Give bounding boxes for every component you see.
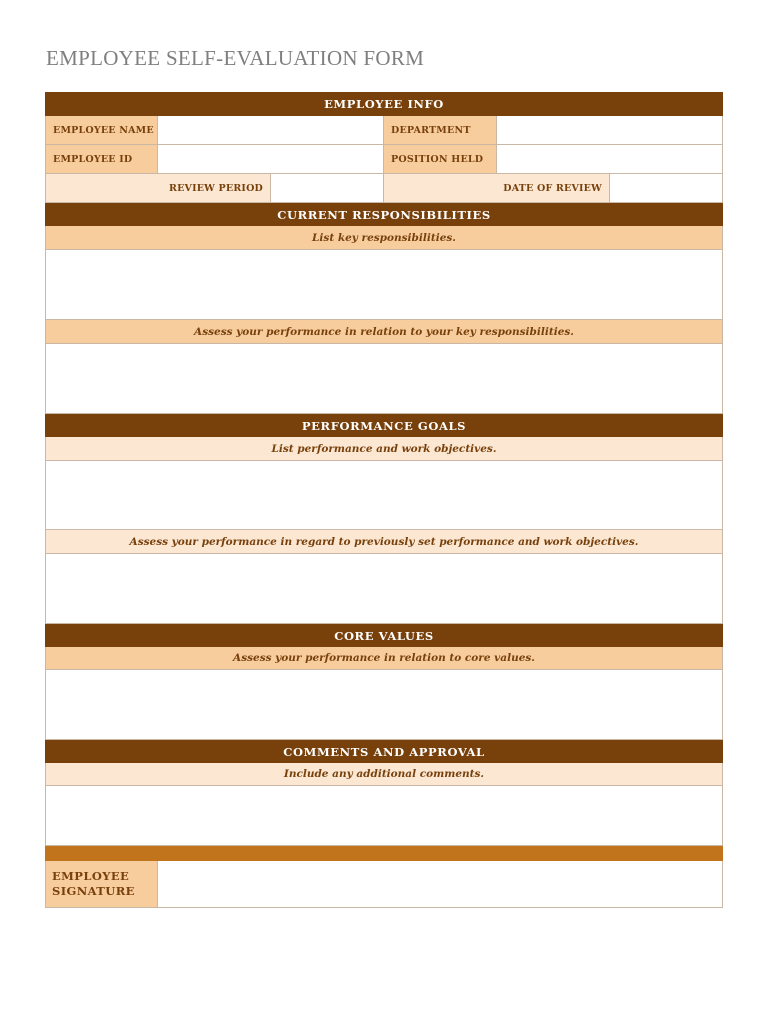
additional-comments-field[interactable] [45, 786, 723, 846]
date-of-review-label: DATE OF REVIEW [384, 174, 610, 203]
prompt-list-objectives: List performance and work objectives. [45, 437, 723, 461]
prompt-assess-core-values: Assess your performance in relation to core values. [45, 647, 723, 670]
employee-signature-field[interactable] [158, 861, 723, 908]
page-title: EMPLOYEE SELF-EVALUATION FORM [46, 46, 425, 70]
position-held-label: POSITION HELD [384, 145, 497, 174]
objectives-list-field[interactable] [45, 461, 723, 530]
section-header-performance-goals: PERFORMANCE GOALS [45, 414, 723, 437]
employee-name-field[interactable] [158, 116, 384, 145]
section-header-core-values: CORE VALUES [45, 624, 723, 647]
department-label: DEPARTMENT [384, 116, 497, 145]
employee-id-field[interactable] [158, 145, 384, 174]
prompt-additional-comments: Include any additional comments. [45, 763, 723, 786]
objectives-assessment-field[interactable] [45, 554, 723, 624]
responsibilities-assessment-field[interactable] [45, 344, 723, 414]
prompt-list-responsibilities: List key responsibilities. [45, 226, 723, 250]
review-period-label: REVIEW PERIOD [45, 174, 271, 203]
employee-info-row-1 [45, 116, 723, 145]
core-values-assessment-field[interactable] [45, 670, 723, 740]
position-held-field[interactable] [497, 145, 723, 174]
employee-id-label: EMPLOYEE ID [45, 145, 158, 174]
review-period-field[interactable] [271, 174, 384, 203]
employee-signature-label: EMPLOYEE SIGNATURE [45, 861, 158, 908]
employee-info-row-2 [45, 145, 723, 174]
department-field[interactable] [497, 116, 723, 145]
responsibilities-list-field[interactable] [45, 250, 723, 320]
employee-info-row-3 [45, 174, 723, 203]
signature-row [45, 861, 723, 908]
accent-divider [45, 846, 723, 861]
date-of-review-field[interactable] [610, 174, 723, 203]
section-header-employee-info: EMPLOYEE INFO [45, 92, 723, 116]
employee-name-label: EMPLOYEE NAME [45, 116, 158, 145]
evaluation-form [45, 92, 723, 908]
section-header-comments-approval: COMMENTS AND APPROVAL [45, 740, 723, 763]
section-header-current-responsibilities: CURRENT RESPONSIBILITIES [45, 203, 723, 226]
prompt-assess-responsibilities: Assess your performance in relation to your key responsibilities. [45, 320, 723, 344]
prompt-assess-objectives: Assess your performance in regard to previously set performance and work objectives. [45, 530, 723, 554]
